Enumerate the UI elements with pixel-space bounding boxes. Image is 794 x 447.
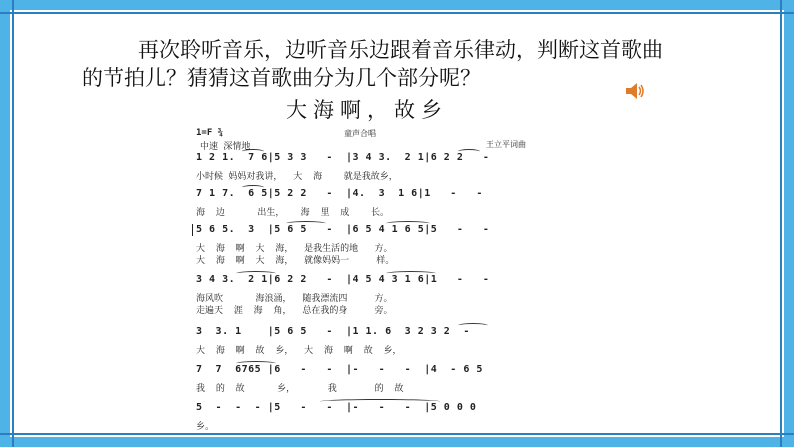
slur-mark (386, 221, 430, 226)
song-key: 1=F ¾ (196, 128, 224, 138)
tempo-marking: 中速 深情地 (200, 142, 251, 152)
notation-row-notes: 3 3. 1 |5 6 5 - |1 1. 6 3 2 3 2 - (196, 326, 477, 337)
notation-row-notes: 1 2 1. 7 6|5 3 3 - |3 4 3. 2 1|6 2 2 - (196, 152, 496, 163)
notation-row-lyric-2: 走遍天 涯 海 角， 总在我的身 旁。 (196, 306, 393, 316)
notation-row-notes: 5 - - - |5 - - |- - - |5 0 0 0 (196, 402, 490, 413)
notation-row-lyric: 我 的 故 乡， 我 的 故 (196, 384, 404, 394)
frame-right-bar (784, 0, 794, 447)
notation-row-notes: 7 1 7. 6 5|5 2 2 - |4. 3 1 6|1 - - (196, 188, 490, 199)
song-title: 大海啊，故乡 (286, 98, 448, 122)
slur-mark (236, 361, 276, 366)
frame-left-line (12, 0, 14, 447)
chorus-label: 童声合唱 (344, 129, 376, 138)
slur-mark (458, 149, 480, 154)
notation-row-lyric: 海风吹 海浪涌， 随我漂流四 方。 (196, 294, 393, 304)
notation-row-lyric-2: 大 海 啊 大 海， 就像妈妈一 样。 (196, 256, 395, 266)
notation-row-lyric: 海 边 出生， 海 里 成 长。 (196, 208, 389, 218)
notation-row-notes: 7 7 6765 |6 - - |- - - |4 - 6 5 (196, 364, 490, 375)
repeat-barline (192, 224, 193, 236)
slur-mark (242, 185, 264, 190)
slur-mark (320, 399, 440, 404)
frame-right-line (780, 0, 782, 447)
slur-mark (386, 271, 436, 276)
frame-left-bar (0, 0, 10, 447)
frame-top-line (0, 12, 794, 14)
slur-mark (236, 271, 276, 276)
slur-mark (242, 149, 264, 154)
instruction-line-2: 的节拍儿？猜猜这首歌曲分为几个部分呢？ (82, 66, 481, 90)
notation-row-lyric: 小时候 妈妈对我讲， 大 海 就是我故乡， (196, 172, 398, 182)
notation-row-notes: 5 6 5. 3 |5 6 5 - |6 5 4 1 6 5|5 - - (196, 224, 496, 235)
slur-mark (458, 323, 488, 328)
slur-mark (286, 221, 326, 226)
instruction-line-1: 再次聆听音乐，边听音乐边跟着音乐律动，判断这首歌曲 (138, 38, 663, 62)
notation-row-lyric: 大 海 啊 故 乡， 大 海 啊 故 乡， (196, 346, 402, 356)
song-author: 王立平词曲 (486, 140, 526, 149)
notation-row-notes: 3 4 3. 2 1|6 2 2 - |4 5 4 3 1 6|1 - - (196, 274, 496, 285)
frame-bottom-line (0, 433, 794, 435)
frame-top-bar (0, 0, 794, 10)
notation-row-lyric: 大 海 啊 大 海， 是我生活的地 方。 (196, 244, 393, 254)
notation-row-lyric: 乡。 (196, 422, 215, 432)
frame-bottom-bar (0, 437, 794, 447)
speaker-icon[interactable] (624, 80, 646, 102)
